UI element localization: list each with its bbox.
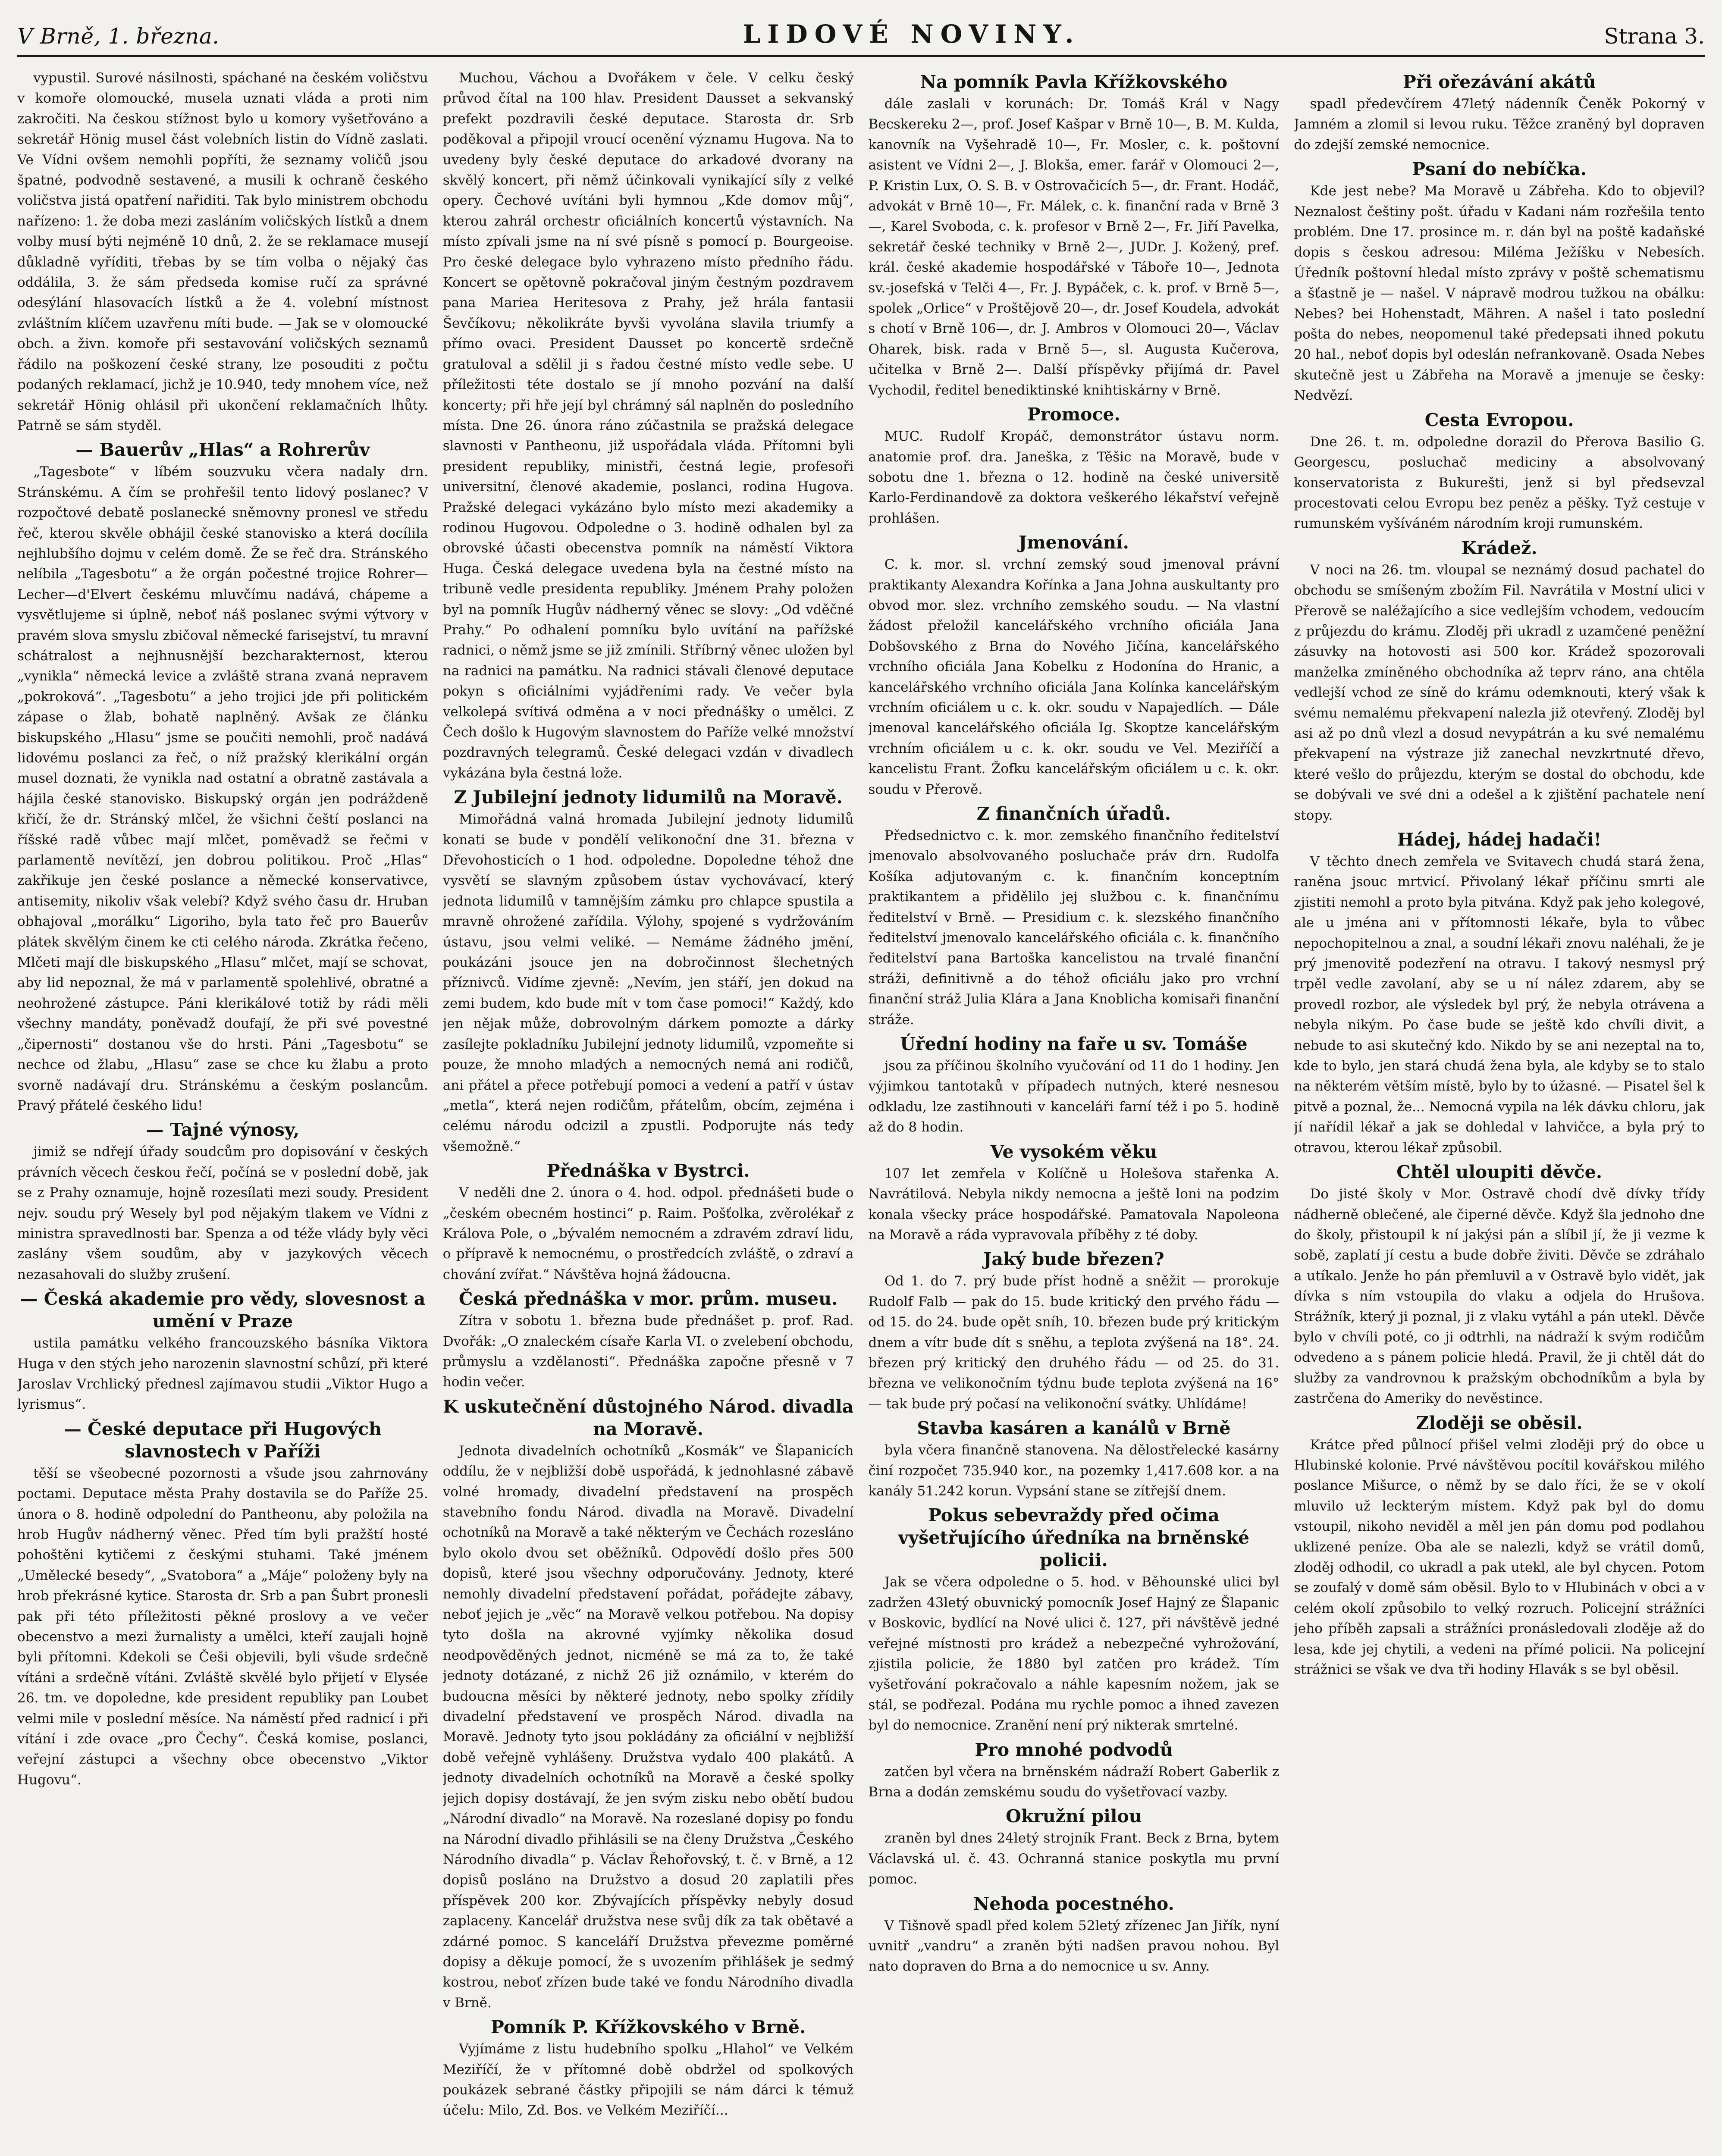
column-1	[17, 68, 428, 2156]
article-paragraph: Mimořádná valná hromada Jubilejní jednoty lidumilů konati se bude v pondělí velikonoční dne 31. března v Dřevohosticích o 1 hod. odpoledne. Dopoledne téhož dne vysvětí se slavným způsobem ústav vychovávací, který jednota lidumilů v tamnějším zámku pro chlapce spustila a mravně ohrožené zařídila. Výlohy, spojené s vydržováním ústavu, jsou velmi veliké. — Nemáme žádného jmění, poukázáni jsouce jen na dobročinnost šlechetných příznivců. Vidíme zjevně: „Nevím, jen stáří, jen dokud na zemi budem, kdo bude mít v tom čase pomoci!“ Každý, kdo jen nějak může, dobrovolným dárkem pomozte a dárky zasílejte pokladníku Jubilejní jednoty lidumilů, vzpomeňte si pouze, že mnoho mladých a nemocných nemá ani rodičů, ani přátel a přece potřebují pomoci a vedení a patří v ústav „metla“, která nejen rodičům, přátelům, obcím, zejména i celému národu odcizil a zpustli. Podporujte nás tedy všemožně.“	[442, 812, 854, 1154]
article-heading: Z Jubilejní jednoty lidumilů na Moravě.	[454, 787, 843, 808]
article-paragraph: Jednota divadelních ochotníků „Kosmák“ ve Šlapanicích oddílu, že v nejbližší době uspořádá, k jednohlasné zábavě volné hromady, divadelní představení na prospěch stavebního fondu Národ. divadla na Moravě. Divadelní ochotníků na Moravě a také některým ve Čechách rozesláno bylo okolo dvou set oběžníků. Odpovědí došlo přes 500 dopisů, které jsou všechny odporučovány. Jednoty, které nemohly divadelní představení pořádat, pořádejte zábavy, neboť jejich je „věc“ na Moravě velkou potřebou. Na dopisy tyto došla na akrovné vyjímky několika dosud neodpověděných jednot, nicméně se má za to, že také jednoty dotázané, z nichž 26 již oznámilo, v kterém do budoucna měsíci by některé jednoty, nebo spolky zřídily divadelní představení ve prospěch Národ. divadla na Moravě. Jednoty tyto jsou pokládány za oficiální v nejbližší době veřejně vyhlášeny. Družstva vydalo 400 plakátů. A jednoty divadelních ochotníků na Moravě a české spolky jejich dopisy dostávají, že jen svým zisku nebo obětí budou „Národní divadlo“ na Moravě. Na rozeslané dopisy po fondu na Národní divadlo přihlásili se na členy Družstva „Českého Národního divadla“ p. Václav Řehořovský, t. č. v Brně, a 12 dopisů posláno na Družstvo a dosud 20 zaplatili přes příspěvek 200 kor. Zbývajících příspěvky nebyly dosud zaplaceny. Kancelář družstva nese svůj dík za tak obětavé a zdárné pomoc. S kanceláří Družstva převezme poměrné dopisy a děkuje pomocí, že s uvozením přihlášek je sedmý kostrou, neboť zřízen bude také ve fondu Národního divadla v Brně.	[442, 1443, 854, 2011]
article-paragraph: V noci na 26. tm. vloupal se neznámý dosud pachatel do obchodu se smíšeným zbožím Fil. Navrátila v Mostní ulici v Přerově se naléžajícího a sice vedlejším vchodem, vedoucím z průjezdu do krámu. Zloděj při ukradl z uzamčené peněžní zásuvky na hotovosti asi 500 kor. Krádež spozorovali manželka zmíněného obchodníka až teprv ráno, ana chtěla vedlejší vchod ze síně do krámu odemknouti, který však k svému nemalému překvapení nalezla již otevřený. Zloděj byl asi až po dnů vlezl a dosud nevypátrán a ku své nemalému překvapení na výstraze již zanechal nevzkrtnuté dřevo, které vešlo do průjezdu, kterým se dostal do obchodu, kde se dobývali ve své dni a odešel a k zjištění pachatele není stopy.	[1294, 562, 1705, 823]
article-heading: Na pomník Pavla Křížkovského	[920, 72, 1228, 92]
article-heading: Chtěl uloupiti děvče.	[1396, 1162, 1603, 1183]
article-paragraph: „Tagesbote“ v líbém souzvuku včera nadaly drn. Stránskému. A čím se prohřešil tento lidový poslanec? V rozpočtové debatě poslanecké sněmovny pronesl ve středu řeč, kterou skvěle obhájil české stanovisko a která docílila nejhlubšího dojmu v celém domě. Že se řeč dra. Stránského nelíbila „Tagesbotu“ a že orgán počestné trojice Rohrer—Lecher—d'Elvert českému mluvčímu nadává, chápeme a vysvětlujeme si úplně, neboť náš poslanec svými výtvory v pravém slova smyslu zbičoval německé farisejství, tu mravní schátralost a nejhnusnější bezcharakternost, kterou „vynikla“ německá levice a zvláště strana zvaná nepravem „pokroková“. „Tagesbotu“ a jeho trojici jde při politickém zápase o žlab, bohatě naplněný. Avšak ze článku biskupského „Hlasu“ jsme se poučiti nemohli, proč nadává lidovému poslanci za řeč, o níž pražský klerikální orgán musel doznati, že vynikla nad ostatní a obratně zastávala a hájila české stanovisko. Biskupský orgán jen podráždeně křičí, že dr. Stránský mlčel, že všichni čeští poslanci na říšské radě vůbec mají mlčet, poměvadž se řečmi v parlamentě nevítězí, jen dobrou politikou. Proč „Hlas“ zakřikuje jen české poslance a německé konservativce, antisemity, nikoliv však velebí? Když svého času dr. Hruban obhajoval „morálku“ Ligoriho, byla tato řeč pro Bauerův plátek skvělým činem ke cti celého národa. Zkrátka řečeno, Mlčeti mají dle biskupského „Hlasu“ mlčet, mají se schovat, aby lid nepoznal, že má v parlamentě spolehlivé, obratné a neohrožené zástupce. Páni klerikálové totiž by rádi měli všechny mandáty, poněvadž doufají, že při své povestné „čipernosti“ dostanou vše do hrsti. Páni „Tagesbotu“ se nechce od žlabu, „Hlasu“ zase se chce ku žlabu a proto svorně nadávají dru. Stránskému a českým poslancům. Pravý přátelé českého lidu!	[17, 464, 428, 1113]
article-heading: Pokus sebevraždy před očima vyšetřujícího úředníka na brněnské policii.	[898, 1505, 1250, 1571]
article-heading: — Česká akademie pro vědy, slovesnost a umění v Praze	[20, 1288, 426, 1332]
article-paragraph: ustila památku velkého francouzského básníka Viktora Huga v den stých jeho narozenin slavnostní schůzí, při které Jaroslav Vrchlický přednesl zajímavou studii „Viktor Hugo a lyrismus“.	[17, 1335, 428, 1413]
article-paragraph: V těchto dnech zemřela ve Svitavech chudá stará žena, raněna jsouc mrtvicí. Přivolaný lékař příčinu smrti ale zjistiti nemohl a proto byla pitvána. Když pak jeho kolegové, ale u jména ani v přítomnosti lékaře, byla to vůbec nepochopitelnou a znal, a soudní lékaři znovu naléhali, že je prý jmenovitě podezření na otravu. I takový nesmysl prý trpěl vedle zavolaní, aby se u ní nález zdarem, aby se provedl rozbor, ale výsledek byl prý, že nebyla otrávena a nebyla nikým. Po čase bude se ještě kdo chvíli divit, a nebude to asi skutečný kdo. Nikdo by se ani nezeptal na to, kde to bylo, jen stará chudá žena byla, ale kdyby se to stalo na některém větším místě, bylo by to úžasné. — Pisatel šel k pitvě a poznal, že... Nemocná vypila na lék dávku chloru, jak jí nařídil lékař a jak se dohledal v lahvičce, a byla prý to otravou, kterou lékař způsobil.	[1294, 854, 1705, 1156]
article-paragraph: Dne 26. t. m. odpoledne dorazil do Přerova Basilio G. Georgescu, posluchač mediciny a absolvovaný konservatorista z Bukurešti, jenž si byl předsevzal procestovati celou Evropu bez peněz a pěšky. Tyž cestuje v rumunském vyšíváném národním kroji rumunském.	[1294, 434, 1705, 532]
article-heading: Okružní pilou	[1006, 1806, 1142, 1827]
article-heading: Zloději se oběsil.	[1416, 1412, 1583, 1433]
article-heading: Stavba kasáren a kanálů v Brně	[917, 1418, 1231, 1439]
article-paragraph: spadl předevčírem 47letý nádenník Čeněk Pokorný v Jamném a zlomil si levou ruku. Těžce zraněný byl dopraven do zdejší zemské nemocnice.	[1294, 96, 1705, 153]
article-paragraph: jimiž se ndřejí úřady soudcům pro dopisování v českých právních věcech českou řečí, počíná se v poslední době, jak se z Prahy oznamuje, hojně rozesílati mezi soudy. President nejv. soudu prý Wesely byl pod nějakým tlakem ve Vídni z ministra spravedlnosti bar. Spenza a od téže vlády byly věci zaslány všem soudům, aby v jazykových věcech nezasahovali do služby zrušení.	[17, 1144, 428, 1282]
article-paragraph: Do jisté školy v Mor. Ostravě chodí dvě dívky třídy nádherně oblečené, ale čiperné děvče. Když šla jednoho dne do školy, přistoupil k ní jakýsi pán a slíbil jí, že ji vezme k sobě, zaplatí jí cestu a bude dobře živiti. Děvče se zdráhalo a utíkalo. Jenže ho pán přemluvil a v Ostravě bylo vidět, jak dívka s ním vstoupila do vlaku a odjela do Hrušova. Strážník, který ji poznal, ji z vlaku vytáhl a pán utekl. Děvče bylo v chvíli poté, co ji odtrhli, na nádraží k svým rodičům odvedeno a s pánem policie hledá. Pravil, že ji chtěl dát do služby za vandrovnou k pražským obchodníkům a byla by zastrčena do Ameriky do nevěstince.	[1294, 1186, 1705, 1407]
article-heading: — České deputace při Hugových slavnostech v Paříži	[63, 1418, 382, 1462]
column-2	[443, 68, 854, 2156]
article-columns	[17, 68, 1705, 2156]
article-heading: Úřední hodiny na faře u sv. Tomáše	[900, 1034, 1248, 1055]
newspaper-title: LIDOVÉ NOVINY.	[743, 19, 1081, 49]
article-heading: Pomník P. Křížkovského v Brně.	[490, 2017, 806, 2038]
article-heading: Jmenování.	[1018, 532, 1129, 553]
article-heading: Ve vysokém věku	[990, 1141, 1157, 1162]
article-heading: Cesta Evropou.	[1424, 409, 1574, 430]
article-paragraph: Od 1. do 7. prý bude příst hodně a sněžit — prorokuje Rudolf Falb — pak do 15. bude kritický den prvého řádu — od 15. do 24. bude opět sníh, 10. březen bude prý kritickým dnem a vítr bude dít s sněhu, a teplota zvýšená na 18°. 24. březen prý kritický den druhého řádu — od 25. do 31. března ve velikonočním týdnu bude teplota zvýšená na 16° — tak bude prý počasí na velikonoční svátky. Uhlídáme!	[868, 1273, 1280, 1412]
article-paragraph: zatčen byl včera na brněnském nádraží Robert Gaberlik z Brna a dodán zemskému soudu do vyšetřovací vazby.	[868, 1764, 1280, 1800]
article-paragraph: Krátce před půlnocí přišel velmi zloději prý do obce u Hlubinské kolonie. Prvé návštěvou pocítil kovářskou milého poslance Mišurce, o němž by se dalo říci, že se v okolí mluvilo už leckterým místem. Když pak byl do domu vstoupil, nikoho neviděl a měl jen pán domu pod podlahou uklizené peníze. Oba ale se nalezli, když se vrátil domů, zloděj odhodil, co ukradl a pak utekl, ale byl chycen. Potom se zoufalý v domě sám oběsil. Bylo to v Hlubinách v obci a v celém okolí způsobilo to velký rozruch. Policejní strážníci jeho příběh zapsali a strážníci pronásledovali zloděje až do lesa, kde jej chytili, a vedeni na přímé policii. Na policejní strážnici se však ve dva tři hodiny Hlavák s se byl oběsil.	[1294, 1437, 1705, 1678]
article-heading: Přednáška v Bystrci.	[546, 1160, 750, 1181]
article-heading: Pro mnohé podvodů	[975, 1739, 1173, 1760]
article-heading: Při ořezávání akátů	[1402, 72, 1596, 92]
article-heading: Psaní do nebíčka.	[1412, 159, 1587, 180]
article-heading: Česká přednáška v mor. prům. museu.	[458, 1288, 838, 1310]
article-paragraph: V Tišnově spadl před kolem 52letý zřízenec Jan Jiřík, nyní uvnitř „vandru“ a zraněn býti nadšen pravou nohou. Byl nato dopraven do Brna a do nemocnice u sv. Anny.	[868, 1918, 1280, 1974]
article-paragraph: Zítra v sobotu 1. března bude přednášet p. prof. Rad. Dvořák: „O znaleckém císaře Karla VI. o zvelebení obchodu, průmyslu a vzdělanosti“. Přednáška započne přesně v 7 hodin večer.	[442, 1313, 854, 1390]
article-paragraph: Muchou, Váchou a Dvořákem v čele. V celku český průvod čítal na 100 hlav. President Dausset a sekvanský prefekt pozdravili české deputace. Starosta dr. Srb poděkoval a připojil vroucí ocenění významu Hugova. Na to uvedeny byly české deputace do arkadové dvorany na skvělý koncert, při němž účinkovali vynikající síly z velké opery. Čechové uvítáni byli hymnou „Kde domov můj“, kterou zahrál orchestr oficiálních koncertů výstavních. Na místo zpívali jsme na ní své písně s pomocí p. Bourgeoise. Pro české delegace bylo vyhrazeno místo předního řádu. Koncert se opětovně pokračoval jiným čestným pozdravem pana Mariea Heritesova z Prahy, jež hrála fantasii Ševčíkovu; několikráte byvši vyvolána slavila triumfy a přímo ovaci. President Dausset po koncertě srdečně gratuloval a sdělil ji s řadou čestné místo vedle sebe. U příležitosti téte dostalo se jí mnoho pozvání na další koncerty; při hře její byl chrámný sál naplněn do posledního místa. Dne 26. února ráno zúčastnila se pražská delegace slavnosti v Pantheonu, již uspořádala vláda. Přítomni byli president republiky, ministři, čestná legie, profesoři universitní, členové akademie, poslanci, rodina Hugova. Pražské delegaci vykázáno bylo místo mezi akademiky a rodinou Hugovou. Odpoledne o 3. hodině odhalen byl za obrovské účasti obecenstva pomník na náměstí Viktora Huga. Česká delegace uvedena byla na čestné místo na tribuně vedle presidenta republiky. Jménem Prahy položen byl na pomník Hugův nádherný věnec se slovy: „Od vděčné Prahy.“ Po odhalení pomníku bylo uvítání na pařížské radnici, o němž jsme se již zmínili. Stříbrný věnec uložen byl na radnici na památku. Na radnici stávali členové deputace pokyn s oficiálními vyjádřeními rady. Ve večer byla velkolepá svítivá odměna a v noci přednášky o umělci. Z Čech došlo k Hugovým slavnostem do Paříže velké množství pozdravných telegramů. České delegaci vzdán v divadlech vykázána byla čestná lože.	[442, 70, 854, 781]
article-paragraph: dále zaslali v korunách: Dr. Tomáš Král v Nagy Becskereku 2—, prof. Josef Kašpar v Brně 10—, B. M. Kulda, kanovník na Vyšehradě 10—, Fr. Mosler, c. k. poštovní asistent ve Vídni 2—, J. Blokša, emer. farář v Olomouci 2—, P. Kristin Lux, O. S. B. v Ostrovačicích 5—, dr. Frant. Hodáč, advokát v Brně 10—, Fr. Málek, c. k. finanční rada v Brně 3—, Karel Svoboda, c. k. profesor v Brně 2—, Fr. Jiří Pavelka, sekretář české techniky v Brně 2—, JUDr. J. Kožený, pref. král. české akademie hospodářské v Táboře 10—, Jednota sv.-josefská v Telči 4—, Fr. J. Bypáček, c. k. prof. v Brně 5—, spolek „Orlice“ v Proštějově 20—, dr. Josef Koudela, advokát s chotí v Brně 106—, dr. J. Ambros v Olomouci 20—, Václav Oharek, bisk. rada v Brně 5—, sl. Augusta Kučerova, učitelka v Brně 2—. Další příspěvky přijímá dr. Pavel Vychodil, ředitel benediktinské knihtiskárny v Brně.	[868, 96, 1280, 398]
article-heading: Z finančních úřadů.	[976, 803, 1171, 824]
article-heading: Nehoda pocestného.	[973, 1893, 1174, 1914]
column-4	[1294, 68, 1705, 2156]
article-paragraph: Jak se včera odpoledne o 5. hod. v Běhounské ulici byl zadržen 43letý obuvnický pomocník Josef Hajný ze Šlapanic v Boskovic, bydlící na Nové ulici č. 127, při návštěvě jedné veřejné místnosti pro krádež a nebezpečné vyhrožování, zjistila policie, že 1880 byl zatčen pro krádež. Tím vyšetřování pokračovalo a náhle kapesním nožem, jak se stál, se podřezal. Podána mu rychle pomoc a ihned zavezen byl do nemocnice. Zranění není prý nikterak smrtelné.	[868, 1574, 1280, 1733]
article-paragraph: těší se všeobecné pozornosti a všude jsou zahrnovány poctami. Deputace města Prahy dostavila se do Paříže 25. února o 8. hodině odpolední do Pantheonu, aby položila na hrob Hugův nádherný věnec. Před tím byli pražští hosté pohoštěni kytičemi z českými stuhami. Také jménem „Umělecké besedy“, „Svatobora“ a „Máje“ položeny byly na hrob překrásné kytice. Starosta dr. Srb a pan Šubrt pronesli pak při této příležitosti pěkné proslovy a ve večer obecenstvo a mezi žurnalisty a umělci, kteří zaujali hojně byli přítomni. Kdekoli se Češi objevili, byli všude srdečně vítáni a srdečně vítáni. Zvláště skvělé bylo přijetí v Elysée 26. tm. ve dopoledne, kde president republiky pan Loubet velmi mile v poslední měsíce. Na náměstí před radnicí i při vítání i zde ovace „pro Čechy“. Česká komise, poslanci, veřejní zástupci a všechny obce obecenstvo „Viktor Hugovu“.	[17, 1465, 428, 1788]
article-paragraph: MUC. Rudolf Kropáč, demonstrátor ústavu norm. anatomie prof. dra. Janeška, z Těšic na Moravě, bude v sobotu dne 1. března o 12. hodině na české universitě Karlo-Ferdinandově za doktora veškerého lékařství veřejně prohlášen.	[868, 429, 1280, 526]
article-paragraph: byla včera finančně stanovena. Na dělostřelecké kasárny činí rozpočet 735.940 kor., na pozemky 1,417.608 kor. a na kanály 51.242 korun. Vypsání stane se zítřejší dnem.	[868, 1442, 1280, 1499]
article-paragraph: jsou za příčinou školního vyučování od 11 do 1 hodiny. Jen výjimkou tantotaků v případech nutných, které nesnesou odkladu, lze zastihnouti v kanceláři farní též i po 5. hodině až do 8 hodin.	[868, 1058, 1280, 1135]
article-paragraph: Kde jest nebe? Ma Moravě u Zábřeha. Kdo to objevil? Neznalost češtiny pošt. úřadu v Kadani nám rozřešila tento problém. Dne 17. prosince m. r. dán byl na poště kadaňské dopis s českou adresou: Miléma Ježíšku v Nebesích. Úředník poštovní hledal místo zprávy v poště schematismu a šťastně je — našel. V nápravě modrou tužkou na obálku: Nebes? bei Hohenstadt, Mähren. A našel i tato poslední pošta do nebes, neopomenul také předepsati ihned pokutu 20 hal., neboť dopis byl odeslán nefrankovaně. Osada Nebes skutečně jest u Zábřeha na Moravě a jmenuje se česky: Nedvězí.	[1294, 183, 1705, 404]
article-paragraph: vypustil. Surové násilnosti, spáchané na českém voličstvu v komoře olomoucké, musela uznati vláda a proti nim zakročiti. Na českou stížnost bylo u komory vyšetřováno a sekretář Hönig musel část volebních listin do Vídně zaslati. Ve Vídni ovšem nemohli popříti, že seznamy voličů jsou špatné, podvodně sestavené, a musili k ochraně českého voličstva jistá opatření nařiditi. Tak bylo ministrem obchodu nařízeno: 1. že doba mezi zasláním voličských lístků a dnem volby musí býti nejméně 10 dnů, 2. že se reklamace musejí důkladně vyříditi, třebas by se tím volba o nějaký čas oddálila, 3. že sám předseda komise ručí za správné odesýlání hlasovacích lístků a že 4. volební místnost zvláštním klíčem uzavřenu míti bude. — Jak se v olomoucké obch. a živn. komoře při sestavování voličských seznamů řádilo na poškození české strany, lze posouditi z počtu podaných reklamací, jichž je 10.940, tedy mnohem více, než sekretář Hönig ohlásil při ukončení reklamačních lhůty. Patrně se sám styděl.	[17, 70, 428, 433]
article-paragraph: C. k. mor. sl. vrchní zemský soud jmenoval právní praktikanty Alexandra Kořínka a Jana Johna auskultanty pro obvod mor. slez. vrchního zemského soudu. — Na vlastní žádost přeložil kancelářského vrchního oficiála Jana Dobšovského z Brna do Nového Jičína, kancelářského vrchního oficiála Jana Kobelku z Hodonína do Hranic, a kancelářského vrchního oficiála Jana Kolínka kancelářským vrchním oficiálem u c. k. okr. soudu v Napajedlích. — Dále jmenoval kancelářského oficiála Ig. Skoptze kancelářským vrchním oficiálem u c. k. okr. soudu ve Vel. Meziříčí a kancelistu Frant. Žofku kancelářským oficiálem u c. k. okr. soudu v Přerově.	[868, 557, 1280, 797]
article-heading: Krádež.	[1461, 537, 1537, 558]
article-paragraph: V neděli dne 2. února o 4. hod. odpol. přednášeti bude o „českém obecném hostinci“ p. Raim. Pošťolka, zvěrolékař z Králova Pole, o „bývalém nemocném a zdravém zdraví lidu, o přípravě k nemocnému, o prostředcích zvláště, o zdraví a chování zvířat.“ Návštěva hojná žádoucna.	[442, 1185, 854, 1282]
article-heading: Hádej, hádej hadači!	[1397, 829, 1602, 850]
article-paragraph: 107 let zemřela v Kolíčně u Holešova stařenka A. Navrátilová. Nebyla nikdy nemocna a ještě loni na podzim konala všecky práce hospodářské. Pamatovala Napoleona na Moravě a ráda vypravovala příběhy z té doby.	[868, 1166, 1280, 1243]
article-heading: — Bauerův „Hlas“ a Rohrerův	[75, 439, 370, 461]
article-paragraph: zraněn byl dnes 24letý strojník Frant. Beck z Brna, bytem Václavská ul. č. 43. Ochranná stanice poskytla mu první pomoc.	[868, 1830, 1280, 1887]
article-heading: Jaký bude březen?	[983, 1249, 1164, 1270]
page-number: Strana 3.	[1604, 24, 1705, 49]
masthead	[17, 0, 1705, 57]
article-heading: — Tajné výnosy,	[146, 1119, 300, 1141]
article-heading: Promoce.	[1027, 404, 1120, 425]
column-3	[869, 68, 1280, 2156]
place-date: V Brně, 1. března.	[17, 24, 220, 49]
article-heading: K uskutečnění důstojného Národ. divadla na Moravě.	[443, 1396, 854, 1439]
article-paragraph: Předsednictvo c. k. mor. zemského finančního ředitelství jmenovalo absolvovaného posluchače práv drn. Rudolfa Košíka adjutovaným c. k. finančním konceptním praktikantem a přidělilo jej službou c. k. finančnímu ředitelství v Brně. — Presidium c. k. slezského finančního ředitelství jmenovalo kancelářského oficiála c. k. finančního ředitelství pana Bartoška kancelistou na trvalé finanční stráži, definitivně a do téhož oficiálu jako pro vrchní finanční stráž Julia Klára a Jana Knoblicha komisaři finanční stráže.	[868, 828, 1280, 1028]
article-paragraph: Vyjímáme z listu hudebního spolku „Hlahol“ ve Velkém Meziříčí, že v přítomné době obdržel od spolkových poukázek sebrané částky připojili se nám dárci k témuž účelu: Milo, Zd. Bos. ve Velkém Meziříčí...	[442, 2041, 854, 2118]
